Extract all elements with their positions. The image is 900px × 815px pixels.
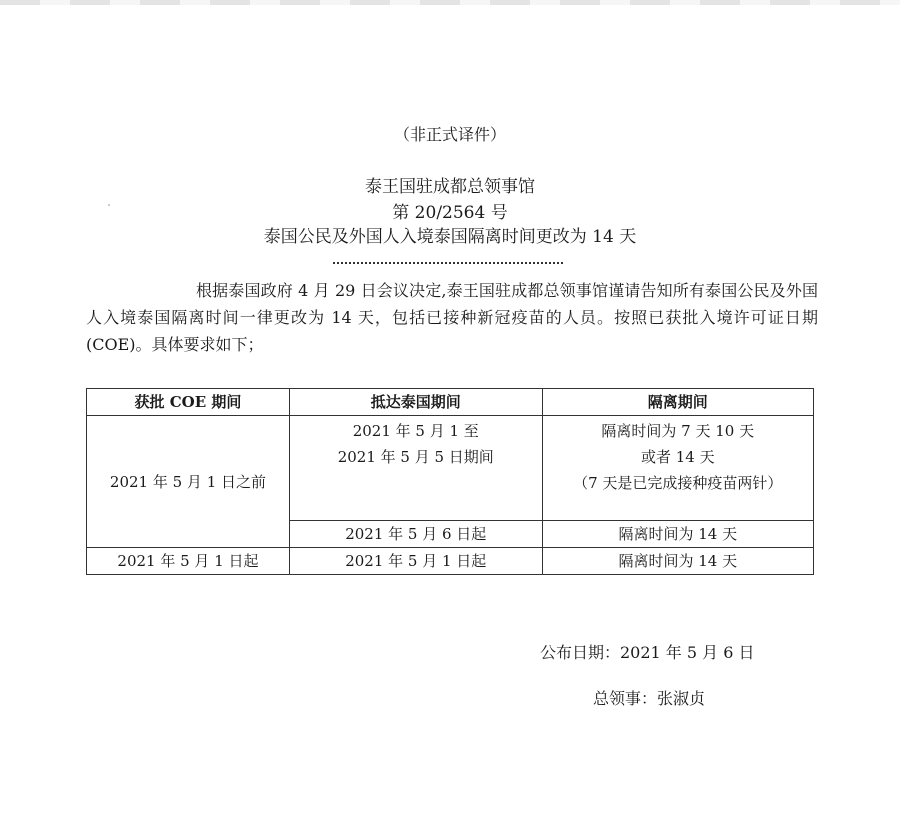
quarantine-line1: 隔离时间为 7 天 10 天: [601, 422, 755, 440]
publish-date: 公布日期：2021 年 5 月 6 日: [540, 643, 755, 662]
cell-quarantine-options: [542, 416, 813, 521]
table-row: [87, 416, 814, 521]
translation-note: （非正式译件）: [393, 125, 506, 144]
dotted-divider: [333, 262, 563, 264]
cell-arrival-range: [289, 416, 542, 521]
arrival-range-line1: 2021 年 5 月 1 至: [352, 422, 479, 440]
cell-quarantine-14: 隔离时间为 14 天: [542, 521, 813, 548]
signatory: 总领事：张淑贞: [593, 689, 706, 708]
arrival-range-line2: 2021 年 5 月 5 日期间: [337, 448, 494, 466]
quarantine-line3: （7 天是已完成接种疫苗两针）: [573, 474, 783, 492]
cell-arrival-from-may6: 2021 年 5 月 6 日起: [289, 521, 542, 548]
issuer-title: 泰王国驻成都总领事馆: [365, 177, 535, 197]
cell-coe-from-may1: 2021 年 5 月 1 日起: [87, 548, 290, 575]
quarantine-table: [86, 388, 814, 575]
cell-arrival-from-may1: 2021 年 5 月 1 日起: [289, 548, 542, 575]
quarantine-line2: 或者 14 天: [640, 448, 715, 466]
table-row: [87, 548, 814, 575]
body-paragraph: 根据泰国政府 4 月 29 日会议决定,泰王国驻成都总领事馆谨请告知所有泰国公民及外国人入境泰国隔离时间一律更改为 14 天，包括已接种新冠疫苗的人员。按照已获批入境许可证日期(COE)。具体要求如下；: [86, 281, 818, 354]
document-number: 第 20/2564 号: [392, 203, 508, 223]
header-arrival-period: 抵达泰国期间: [289, 389, 542, 416]
document-subject: 泰国公民及外国人入境泰国隔离时间更改为 14 天: [263, 227, 637, 247]
header-quarantine-period: 隔离期间: [542, 389, 813, 416]
table-header-row: [87, 389, 814, 416]
header-coe-period: 获批 COE 期间: [87, 389, 290, 416]
cell-quarantine-14-b: 隔离时间为 14 天: [542, 548, 813, 575]
scan-edge: [0, 0, 900, 5]
cell-coe-before: 2021 年 5 月 1 日之前: [87, 416, 290, 548]
